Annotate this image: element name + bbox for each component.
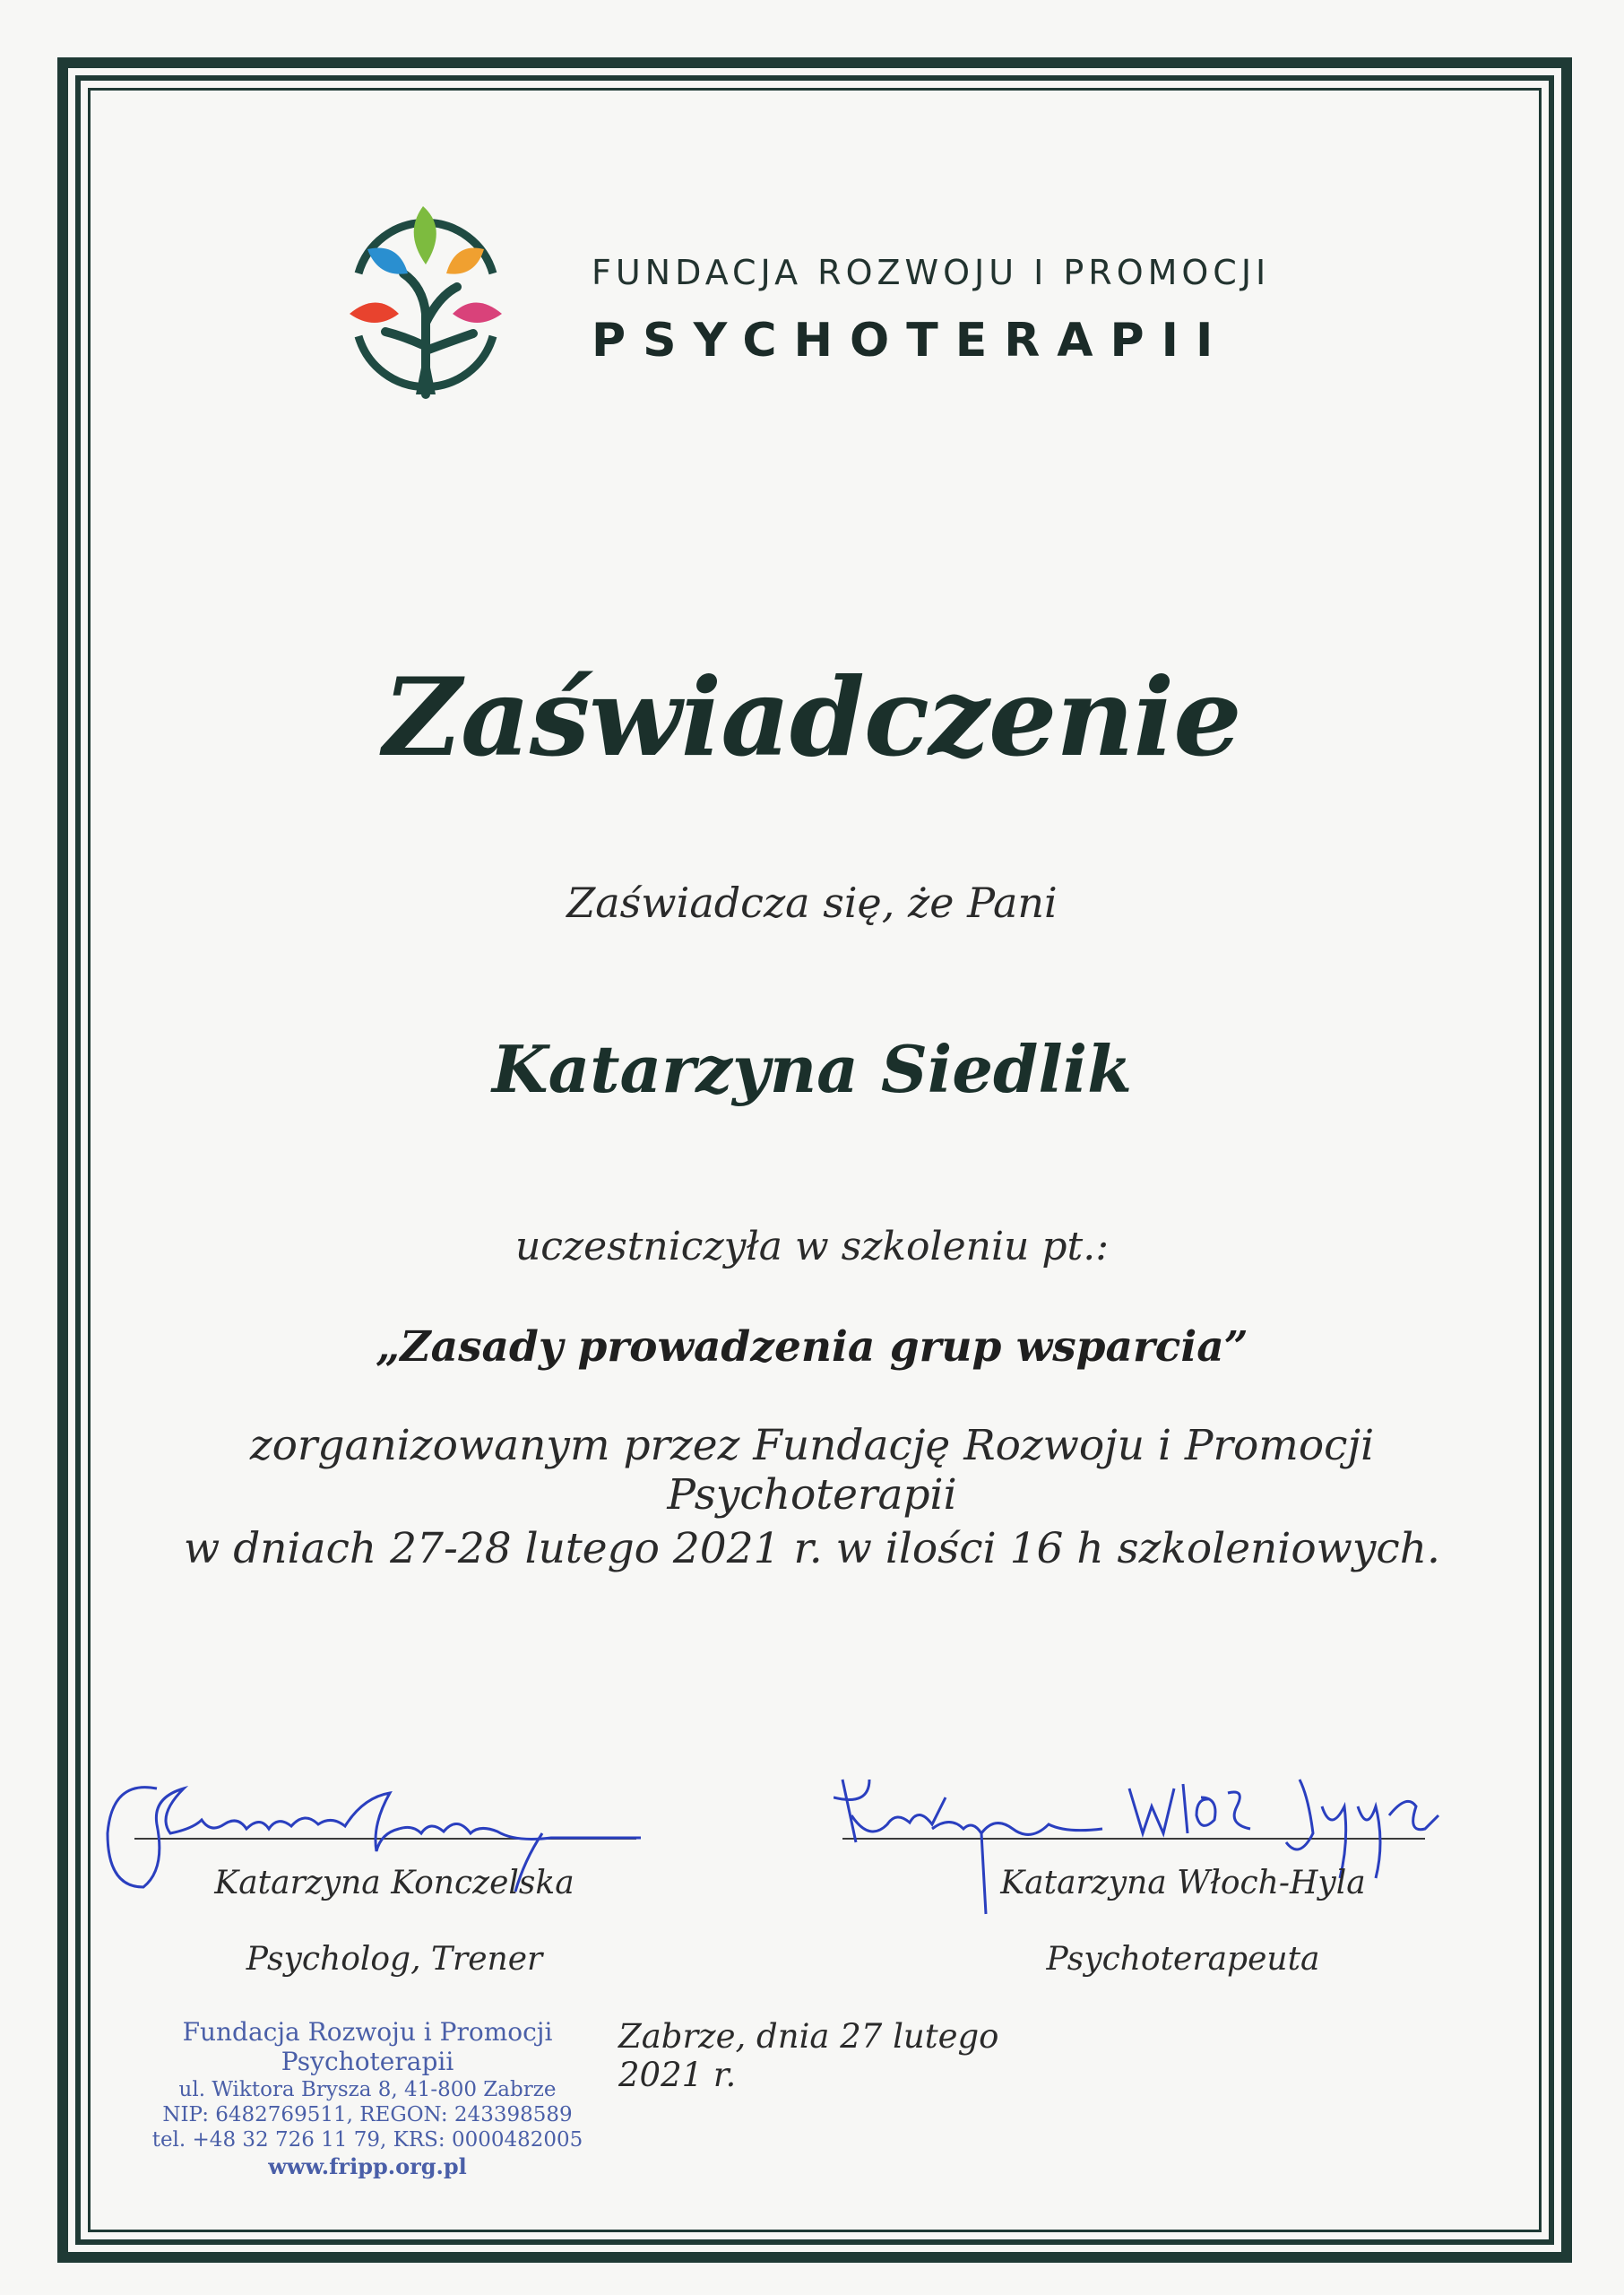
recipient-name: Katarzyna Siedlik [492,1031,1132,1107]
dates-text: w dniach 27-28 lutego 2021 r. w ilości 16 h szkoleniowych. [184,1524,1440,1573]
participation-text: uczestniczyła w szkoleniu pt.: [514,1224,1110,1269]
stamp-website: www.fripp.org.pl [268,2153,467,2179]
certificate-title: Zaświadczenie [383,654,1241,781]
course-title: „Zasady prowadzenia grup wsparcia” [376,1322,1248,1372]
organization-name-line1: FUNDACJA ROZWOJU I PROMOCJI [592,253,1271,292]
stamp-address: ul. Wiktora Brysza 8, 41-800 Zabrze [178,2078,557,2101]
place-date: Zabrze, dnia 27 lutego 2021 r. [618,2017,999,2094]
certificate-intro: Zaświadcza się, że Pani [566,879,1058,927]
signer-left-role: Psycholog, Trener [246,1941,543,1978]
signer-right-role: Psychoterapeuta [1046,1941,1320,1978]
organization-name-line2: PSYCHOTERAPII [592,314,1231,368]
organizer-text: zorganizowanym przez Fundację Rozwoju i Promocji Psychoterapii [249,1421,1375,1520]
organization-stamp [125,2017,609,2179]
tree-logo-icon [323,188,529,412]
signer-left-name: Katarzyna Konczelska [214,1865,574,1901]
signer-right-name: Katarzyna Włoch-Hyla [1000,1865,1366,1901]
stamp-ids: NIP: 6482769511, REGON: 243398589 [162,2103,573,2126]
stamp-contact: tel. +48 32 726 11 79, KRS: 0000482005 [151,2128,583,2152]
stamp-name: Fundacja Rozwoju i Promocji Psychoterapii [182,2017,553,2076]
